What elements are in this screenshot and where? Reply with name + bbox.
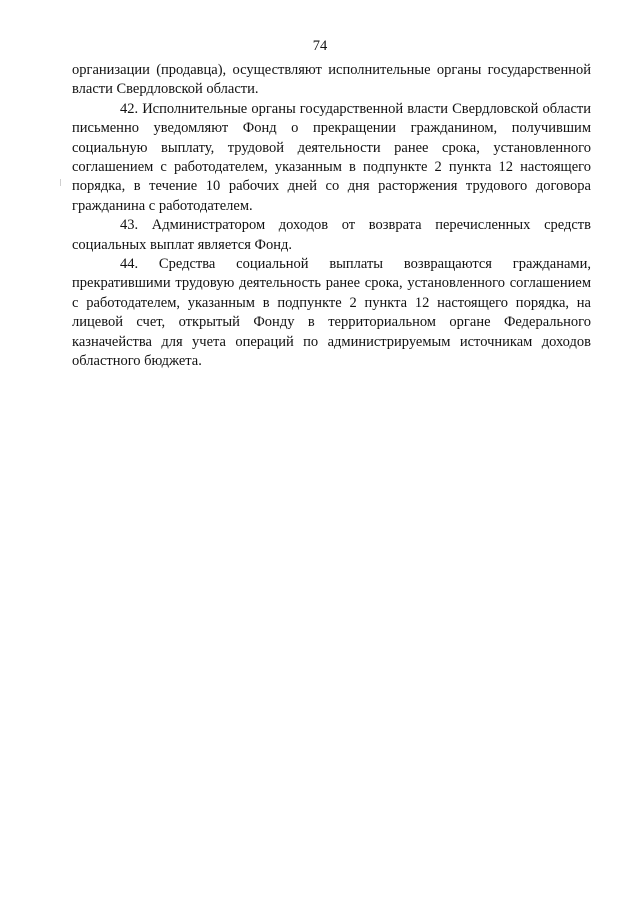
paragraph-44: 44. Средства социальной выплаты возвращаются гражданами, прекратившими трудовую деятельность ранее срока, установленного соглашением с работодателем, указанным в подпункте 2 пункта 12 настоящего порядка, на лицевой счет, открытый Фонду в территориальном органе Федерального казначейства для учета операций по администрируемым источникам доходов областного бюджета. — [72, 256, 591, 370]
scan-mark — [60, 179, 61, 186]
paragraph-43: 43. Администратором доходов от возврата перечисленных средств социальных выплат является Фонд. — [72, 217, 591, 253]
document-body — [72, 61, 591, 372]
page-number: 74 — [312, 38, 328, 54]
paragraph-continuation: организации (продавца), осуществляют исполнительные органы государственной власти Свердловской области. — [72, 62, 591, 98]
paragraph-42: 42. Исполнительные органы государственной власти Свердловской области письменно уведомляют Фонд о прекращении гражданином, получившим социальную выплату, трудовой деятельности ранее срока, установленного соглашением с работодателем, указанным в подпункте 2 пункта 12 настоящего порядка, в течение 10 рабочих дней со дня расторжения трудового договора гражданина с работодателем. — [72, 100, 591, 214]
